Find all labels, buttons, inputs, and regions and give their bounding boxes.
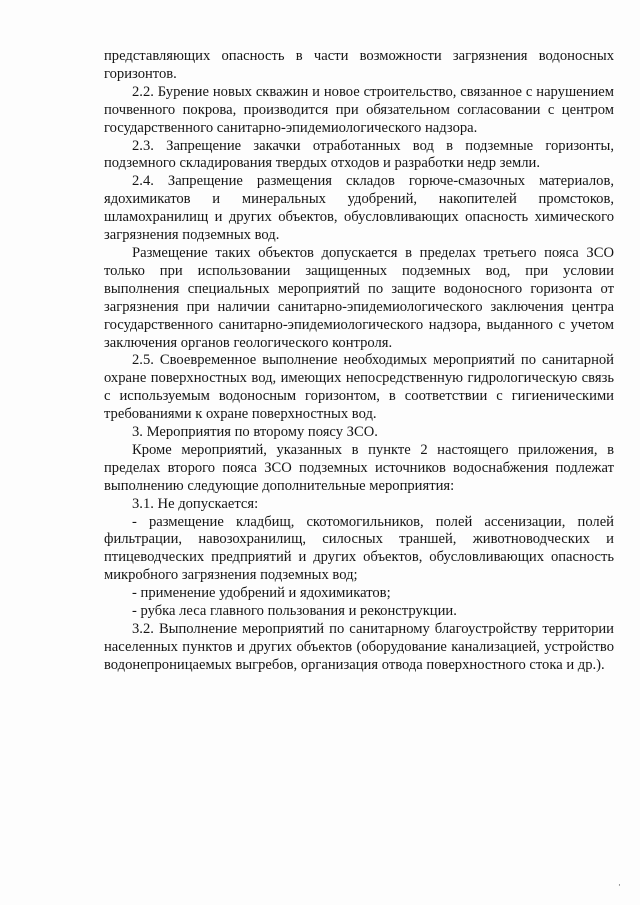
section-heading-3: 3. Мероприятия по второму поясу ЗСО.	[132, 424, 378, 441]
list-item-logging-ban: - рубка леса главного пользования и реконструкции.	[132, 603, 457, 620]
paragraph-2-4: 2.4. Запрещение размещения складов горюче-смазочных материалов, ядохимикатов и минеральных удобрений, накопителей промстоков, шламохранилищ и других объектов, обусловливающих опасность химического загрязнения подземных вод.	[104, 173, 614, 244]
paragraph-second-belt-intro: Кроме мероприятий, указанных в пункте 2 настоящего приложения, в пределах второго пояса ЗСО подземных источников водоснабжения подлежат выполнению следующие дополнительные мероприятия:	[104, 441, 614, 494]
paragraph-2-3: 2.3. Запрещение закачки отработанных вод в подземные горизонты, подземного складирования твердых отходов и разработки недр земли.	[104, 137, 614, 172]
paragraph-3-1: 3.1. Не допускается:	[132, 495, 259, 512]
document-body	[104, 48, 614, 675]
paragraph-3-2: 3.2. Выполнение мероприятий по санитарному благоустройству территории населенных пунктов и других объектов (оборудование канализацией, устройство водонепроницаемых выгребов, организация отвода поверхностного стока и др.).	[104, 621, 614, 673]
paragraph-2-5: 2.5. Своевременное выполнение необходимых мероприятий по санитарной охране поверхностных вод, имеющих непосредственную гидрологическую связь с используемым водоносным горизонтом, в соответствии с гигиеническими требованиями к охране поверхностных вод.	[104, 352, 614, 423]
list-item-placement-ban: - размещение кладбищ, скотомогильников, полей ассенизации, полей фильтрации, навозохранилищ, силосных траншей, животноводческих и птицеводческих предприятий и других объектов, обусловливающих опасность микробного загрязнения подземных вод;	[104, 513, 614, 584]
list-item-fertilizer-ban: - применение удобрений и ядохимикатов;	[132, 585, 391, 602]
paragraph-continuation: представляющих опасность в части возможности загрязнения водоносных горизонтов.	[104, 48, 614, 82]
paragraph-third-belt-placement: Размещение таких объектов допускается в пределах третьего пояса ЗСО только при использовании защищенных подземных вод, при условии выполнения специальных мероприятий по защите водоносного горизонта от загрязнения при наличии санитарно-эпидемиологического заключения центра государственного санитарно-эпидемиологического надзора, выданного с учетом заключения органов геологического контроля.	[104, 244, 614, 351]
paragraph-2-2: 2.2. Бурение новых скважин и новое строительство, связанное с нарушением почвенного покрова, производится при обязательном согласовании с центром государственного санитарно-эпидемиологического надзора.	[104, 83, 614, 136]
corner-scan-mark: ·	[618, 881, 621, 891]
